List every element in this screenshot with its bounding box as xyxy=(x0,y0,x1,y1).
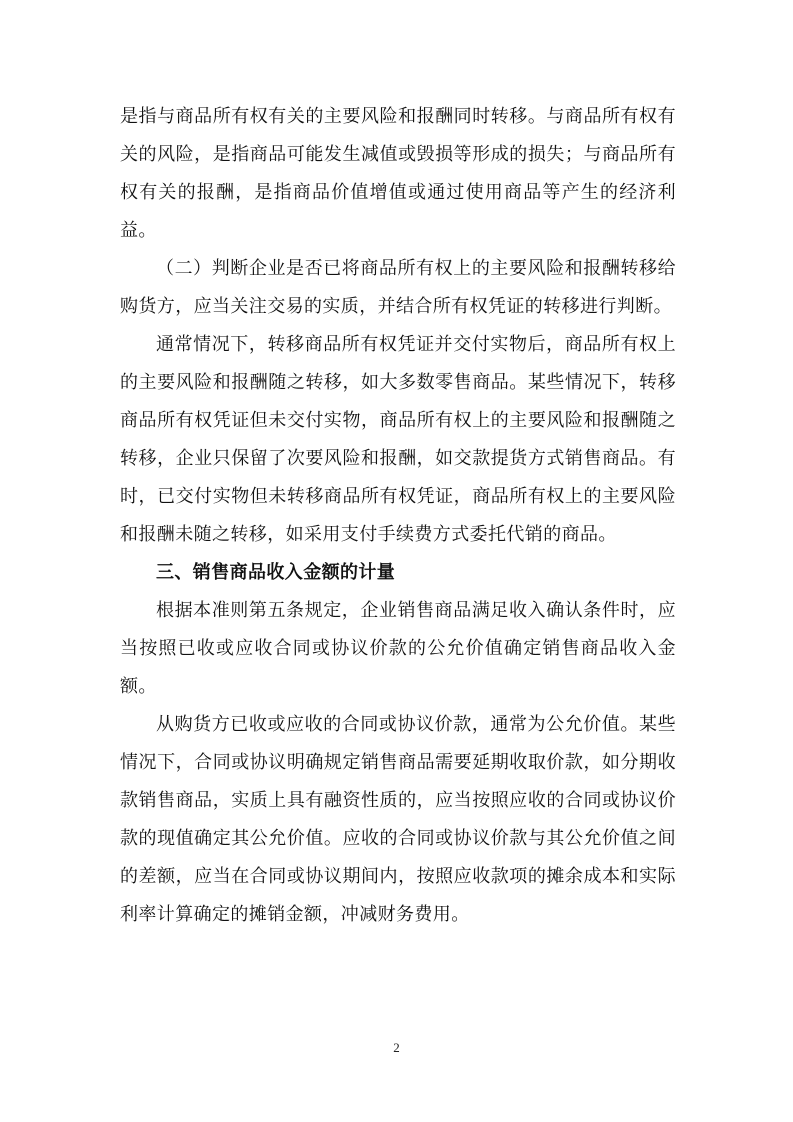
paragraph-continuation: 是指与商品所有权有关的主要风险和报酬同时转移。与商品所有权有关的风险，是指商品可能发生减值或毁损等形成的损失；与商品所有权有关的报酬，是指商品价值增值或通过使用商品等产生的经济利益。 xyxy=(120,106,676,241)
page-number: 2 xyxy=(393,1040,400,1055)
paragraph-ordinary-cases: 通常情况下，转移商品所有权凭证并交付实物后，商品所有权上的主要风险和报酬随之转移，如大多数零售商品。某些情况下，转移商品所有权凭证但未交付实物，商品所有权上的主要风险和报酬随之转移，企业只保留了次要风险和报酬，如交款提货方式销售商品。有时，已交付实物但未转移商品所有权凭证，商品所有权上的主要风险和报酬未随之转移，如采用支付手续费方式委托代销的商品。 xyxy=(120,334,676,545)
section-heading-three: 三、销售商品收入金额的计量 xyxy=(156,562,396,583)
paragraph-fair-value: 从购货方已收或应收的合同或协议价款，通常为公允价值。某些情况下，合同或协议明确规定销售商品需要延期收取价款，如分期收款销售商品，实质上具有融资性质的，应当按照应收的合同或协议价款的现值确定其公允价值。应收的合同或协议价款与其公允价值之间的差额，应当在合同或协议期间内，按照应收款项的摊余成本和实际利率计算确定的摊销金额，冲减财务费用。 xyxy=(120,714,676,925)
paragraph-article-five: 根据本准则第五条规定，企业销售商品满足收入确认条件时，应当按照已收或应收合同或协议价款的公允价值确定销售商品收入金额。 xyxy=(120,600,676,697)
paragraph-item-two: （二）判断企业是否已将商品所有权上的主要风险和报酬转移给购货方，应当关注交易的实质，并结合所有权凭证的转移进行判断。 xyxy=(120,258,676,317)
page-body xyxy=(120,98,676,934)
